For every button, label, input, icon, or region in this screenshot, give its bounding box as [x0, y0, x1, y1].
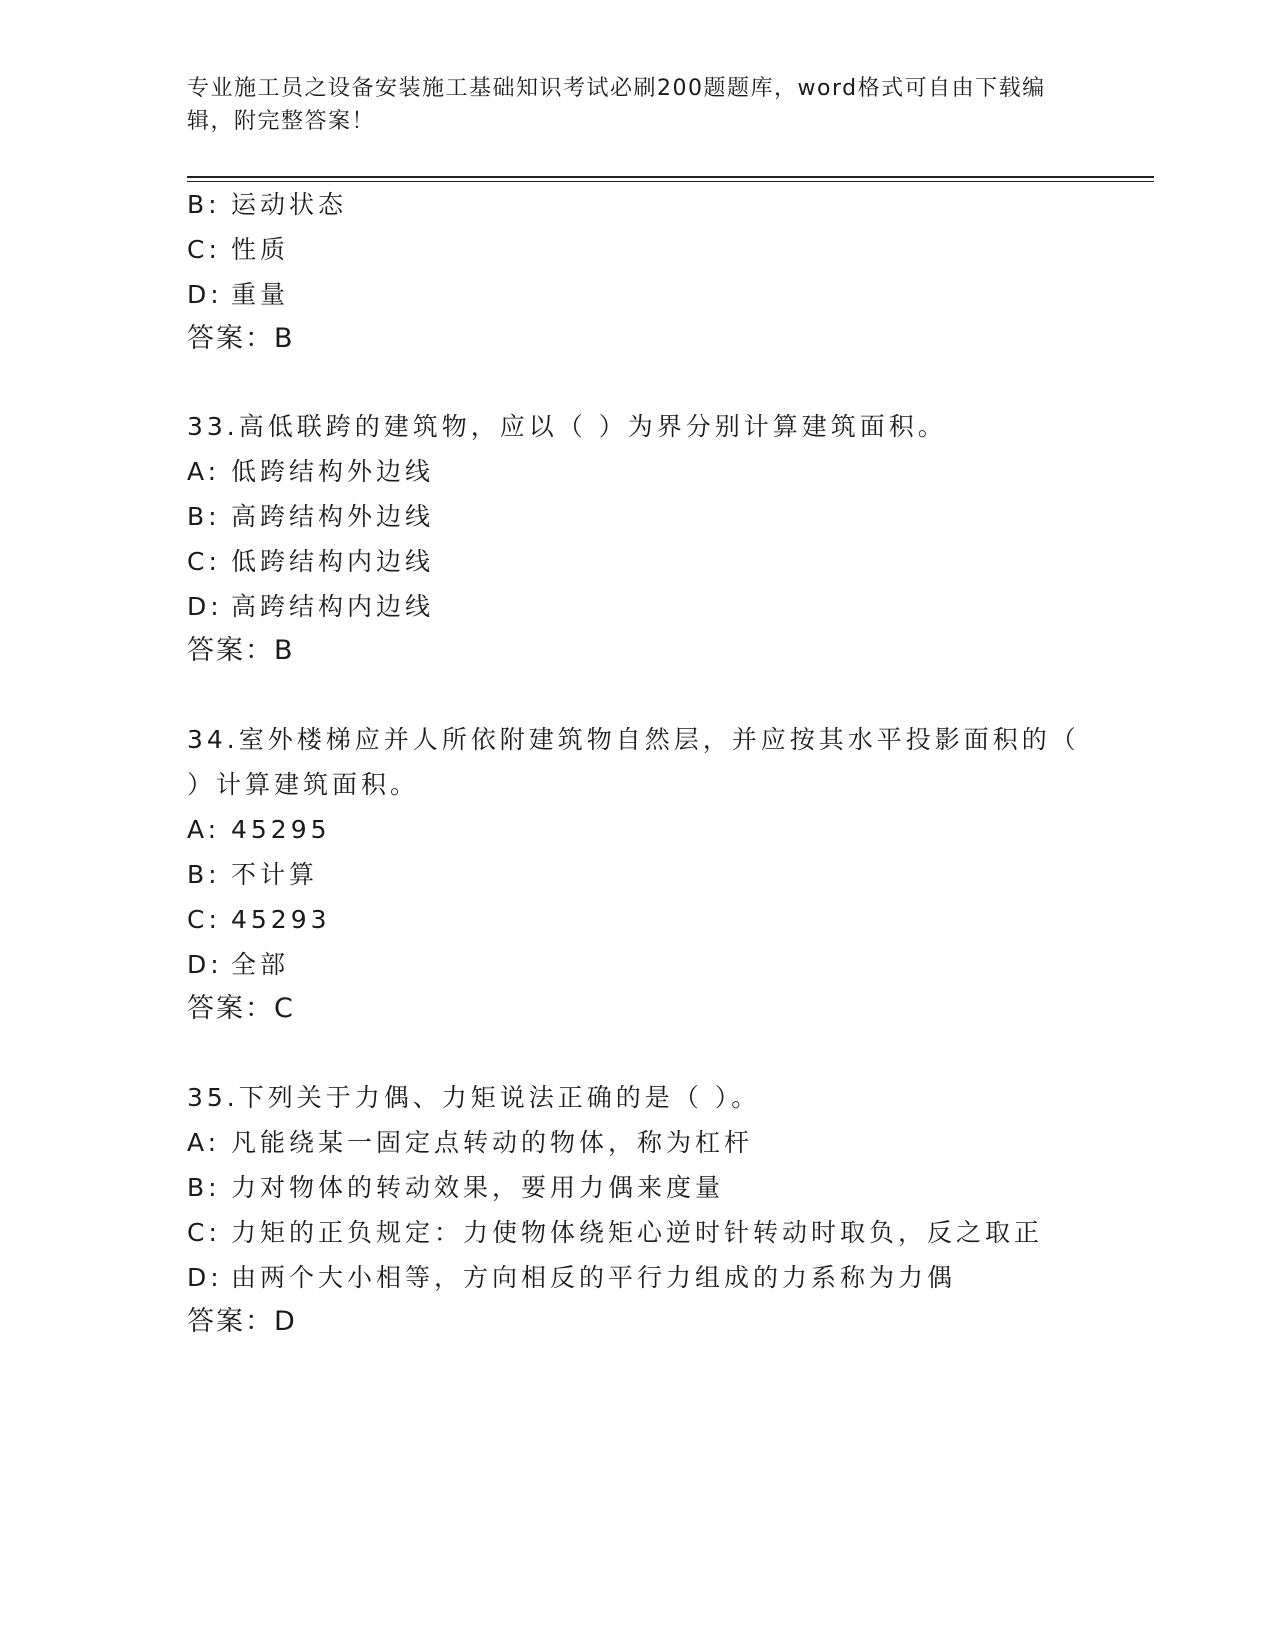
header-rule-thin	[187, 181, 1154, 182]
option-row	[187, 1218, 1043, 1248]
option-letter: B:	[187, 1173, 221, 1202]
option-text: 低跨结构外边线	[231, 457, 435, 486]
question-stem: 34.室外楼梯应并人所依附建筑物自然层，并应按其水平投影面积的（	[187, 725, 1080, 754]
option-row	[187, 280, 289, 310]
option-letter: D:	[187, 1263, 223, 1292]
option-text: 力对物体的转动效果，要用力偶来度量	[231, 1173, 725, 1202]
option-row	[187, 1173, 724, 1203]
option-letter: A:	[187, 457, 221, 486]
option-letter: C:	[187, 1218, 221, 1247]
option-row	[187, 1263, 956, 1293]
option-letter: C:	[187, 905, 221, 934]
page-header: 专业施工员之设备安装施工基础知识考试必刷200题题库，word格式可自由下载编辑，附完整答案！	[187, 76, 1046, 134]
question-stem-continued: ）计算建筑面积。	[187, 770, 420, 799]
question-stem: 35.下列关于力偶、力矩说法正确的是（ ）。	[187, 1083, 761, 1112]
option-letter: C:	[187, 235, 221, 264]
option-text: 力矩的正负规定：力使物体绕矩心逆时针转动时取负，反之取正	[231, 1218, 1044, 1247]
answer-line: 答案：B	[187, 635, 295, 666]
option-text: 全部	[231, 950, 290, 979]
option-text: 45293	[231, 905, 331, 934]
option-row	[187, 860, 318, 890]
option-row	[187, 457, 434, 487]
question-stem: 33.高低联跨的建筑物，应以（ ）为界分别计算建筑面积。	[187, 412, 947, 441]
option-row	[187, 235, 289, 265]
option-letter: A:	[187, 815, 221, 844]
option-text: 凡能绕某一固定点转动的物体，称为杠杆	[231, 1128, 754, 1157]
option-row	[187, 905, 331, 935]
option-text: 45295	[231, 815, 331, 844]
answer-line: 答案：C	[187, 993, 295, 1024]
option-letter: D:	[187, 592, 223, 621]
option-letter: D:	[187, 280, 223, 309]
option-row	[187, 815, 331, 845]
answer-line: 答案：D	[187, 1306, 297, 1337]
option-text: 低跨结构内边线	[231, 547, 435, 576]
answer-line: 答案：B	[187, 323, 295, 354]
option-row	[187, 592, 434, 622]
option-text: 重量	[231, 280, 290, 309]
header-rule	[187, 176, 1154, 178]
option-text: 高跨结构内边线	[231, 592, 435, 621]
option-text: 由两个大小相等，方向相反的平行力组成的力系称为力偶	[231, 1263, 957, 1292]
option-letter: A:	[187, 1128, 221, 1157]
option-letter: D:	[187, 950, 223, 979]
option-letter: C:	[187, 547, 221, 576]
option-row	[187, 1128, 753, 1158]
option-row	[187, 502, 434, 532]
option-text: 高跨结构外边线	[231, 502, 435, 531]
option-text: 性质	[231, 235, 290, 264]
option-text: 运动状态	[231, 190, 348, 219]
option-letter: B:	[187, 190, 221, 219]
option-letter: B:	[187, 860, 221, 889]
option-row	[187, 190, 347, 220]
option-row	[187, 950, 289, 980]
option-text: 不计算	[231, 860, 319, 889]
option-letter: B:	[187, 502, 221, 531]
option-row	[187, 547, 434, 577]
